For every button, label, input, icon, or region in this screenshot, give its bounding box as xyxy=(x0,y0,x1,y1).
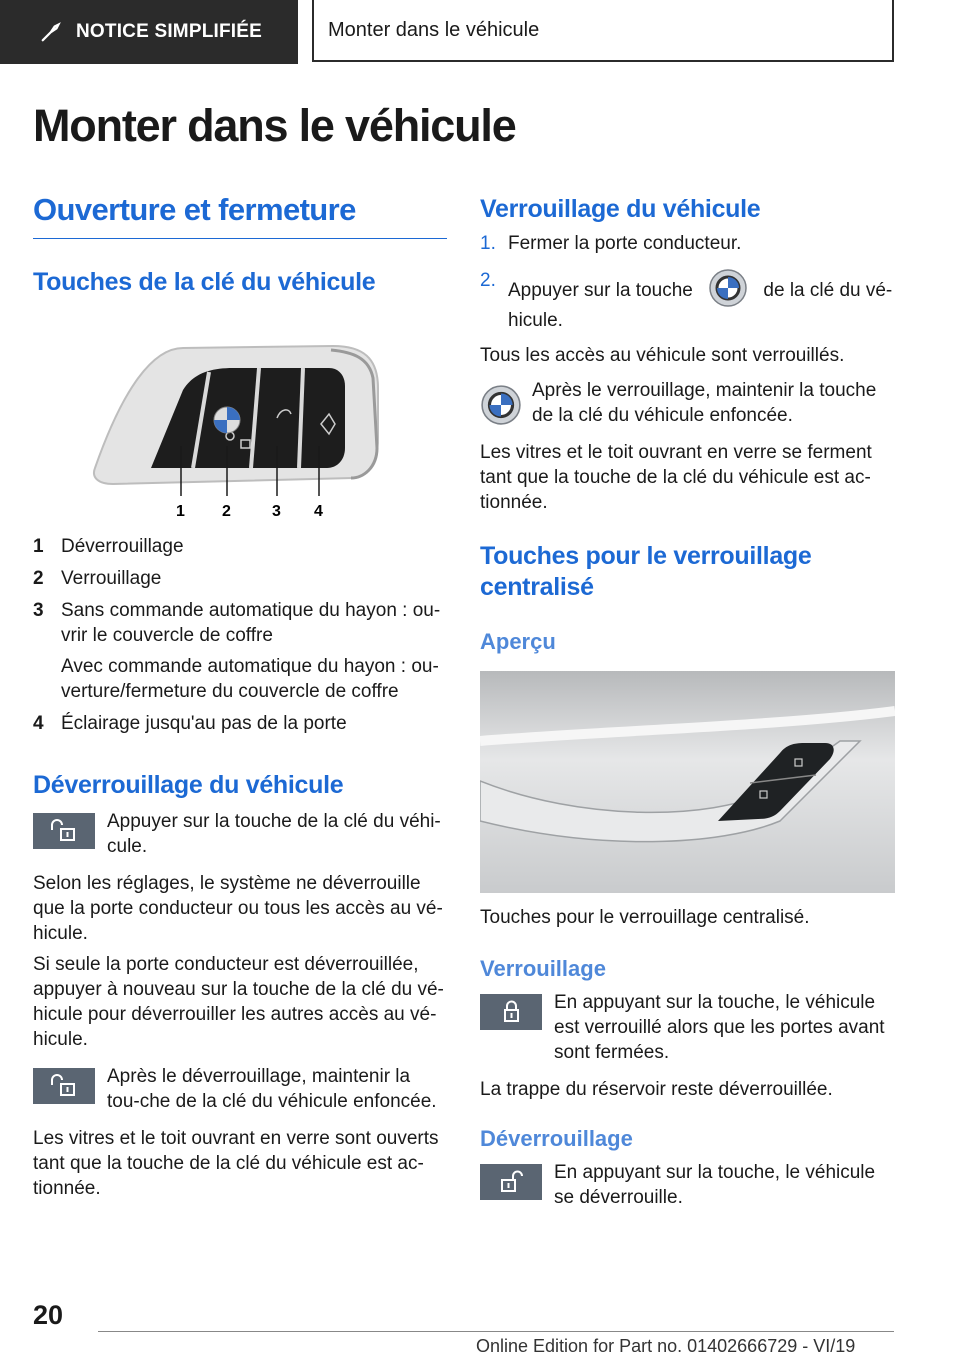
door-buttons-image xyxy=(480,671,895,893)
page-title: Monter dans le véhicule xyxy=(33,100,516,151)
unlocking-title: Déverrouillage xyxy=(480,1126,633,1151)
footer-divider xyxy=(98,1331,894,1332)
lock-hold-note: Après le verrouillage, maintenir la touche de la clé du véhicule enfoncée. xyxy=(480,378,895,428)
unlocking-note: En appuyant sur la touche, le véhicule se déverrouille. xyxy=(480,1160,895,1210)
central-lock-title: Touches pour le verrouillage centralisé xyxy=(480,542,812,601)
list-item: 1. Fermer la porte conducteur. xyxy=(480,233,742,254)
vehicle-key-image xyxy=(33,328,447,518)
list-item: 2 Verrouillage xyxy=(33,568,162,589)
overview-title: Aperçu xyxy=(480,629,556,654)
header-section-tab xyxy=(0,0,298,64)
page-number: 20 xyxy=(33,1300,64,1330)
unlock-note: Appuyer sur la touche de la clé du véhi-cule. xyxy=(33,809,447,859)
bmw-key-button-icon xyxy=(480,384,522,426)
header-chapter: Monter dans le véhicule xyxy=(312,0,894,62)
list-item: 4 Éclairage jusqu'au pas de la porte xyxy=(33,713,347,734)
lock-steps xyxy=(480,231,895,333)
list-item: 3 Sans commande automatique du hayon : ou-vrir le couvercle de coffre Avec commande automatique du hayon : ou-verture/fermeture du couvercle de coffre xyxy=(33,600,441,702)
section-title: Ouverture et fermeture xyxy=(33,192,447,239)
unlock-button-icon xyxy=(33,1068,95,1104)
unlock-button-icon xyxy=(480,1164,542,1200)
unlock-hold-note: Après le déverrouillage, maintenir la tou-che de la clé du véhicule enfoncée. xyxy=(33,1064,447,1114)
key-legend-list xyxy=(33,534,447,736)
wrench-icon xyxy=(40,21,62,43)
overview-caption: Touches pour le verrouillage centralisé. xyxy=(480,907,810,928)
locking-title: Verrouillage xyxy=(480,956,606,981)
list-item: 2. Appuyer sur la touche de la clé du vé-hicule. xyxy=(480,270,893,331)
lock-title: Verrouillage du véhicule xyxy=(480,195,761,223)
list-item: 1 Déverrouillage xyxy=(33,536,184,557)
right-column: Verrouillage du véhicule 1. Fermer la porte conducteur. 2. Appuyer sur la touche de la clé du vé-hicule. Tous les accès au véhicule sont verrouillés. Après le verrouillage, maintenir la touche de la clé du véhicule enfoncée. Les vitres et le toit ouvrant en verre se ferment tant que la touche de la clé du véhicule est ac-tionnée. Touches pour le verrouillage centralisé Aperçu Touches pour le verrouillage centralisé. Verrouillage En appuyant sur la touche, le véhicule est verrouillé alors que les portes avant sont fermées. La trappe du réservoir reste déverrouillée. Déverrouillage En appuyant sur la touche, le véhicule se déverrouille. xyxy=(480,192,895,1210)
bmw-key-button-icon xyxy=(708,268,748,308)
key-label-1: 1 xyxy=(176,503,185,518)
key-label-3: 3 xyxy=(272,503,281,518)
key-label-2: 2 xyxy=(222,503,231,518)
keys-title: Touches de la clé du véhicule xyxy=(33,268,376,296)
footer-edition: Online Edition for Part no. 01402666729 - VI/19 xyxy=(476,1336,856,1356)
key-label-4: 4 xyxy=(314,503,323,518)
left-column: Ouverture et fermeture Touches de la clé du véhicule 1 2 3 4 1 Déverrouillage 2 Verrouillage 3 Sans commande automatique du hayon : ou-vrir le couvercle de coffre Avec commande automatique du hayon : ou-verture/fermeture du couvercle de coffre 4 Éclairage jusqu'au pas de la porte Déverrouillage du véhicule Appuyer sur la touche de la clé du véhi-cule. Selon les réglages, le système ne déverrouille que la porte conducteur ou tous les accès au vé-hicule. Si seule la porte conducteur est déverrouillée, appuyer à nouveau sur la touche de la clé du vé-hicule pour déverrouiller les autres accès au vé-hicule. Après le déverrouillage, maintenir la tou-che de la clé du véhicule enfoncée. Les vitres et le toit ouvrant en verre sont ouverts tant que la touche de la clé du véhicule est ac-tionnée. xyxy=(33,192,447,1201)
locking-note: En appuyant sur la touche, le véhicule est verrouillé alors que les portes avant sont fermées. xyxy=(480,990,895,1065)
unlock-button-icon xyxy=(33,813,95,849)
lock-button-icon xyxy=(480,994,542,1030)
unlock-title: Déverrouillage du véhicule xyxy=(33,771,344,799)
header-section-label: NOTICE SIMPLIFIÉE xyxy=(76,21,263,42)
